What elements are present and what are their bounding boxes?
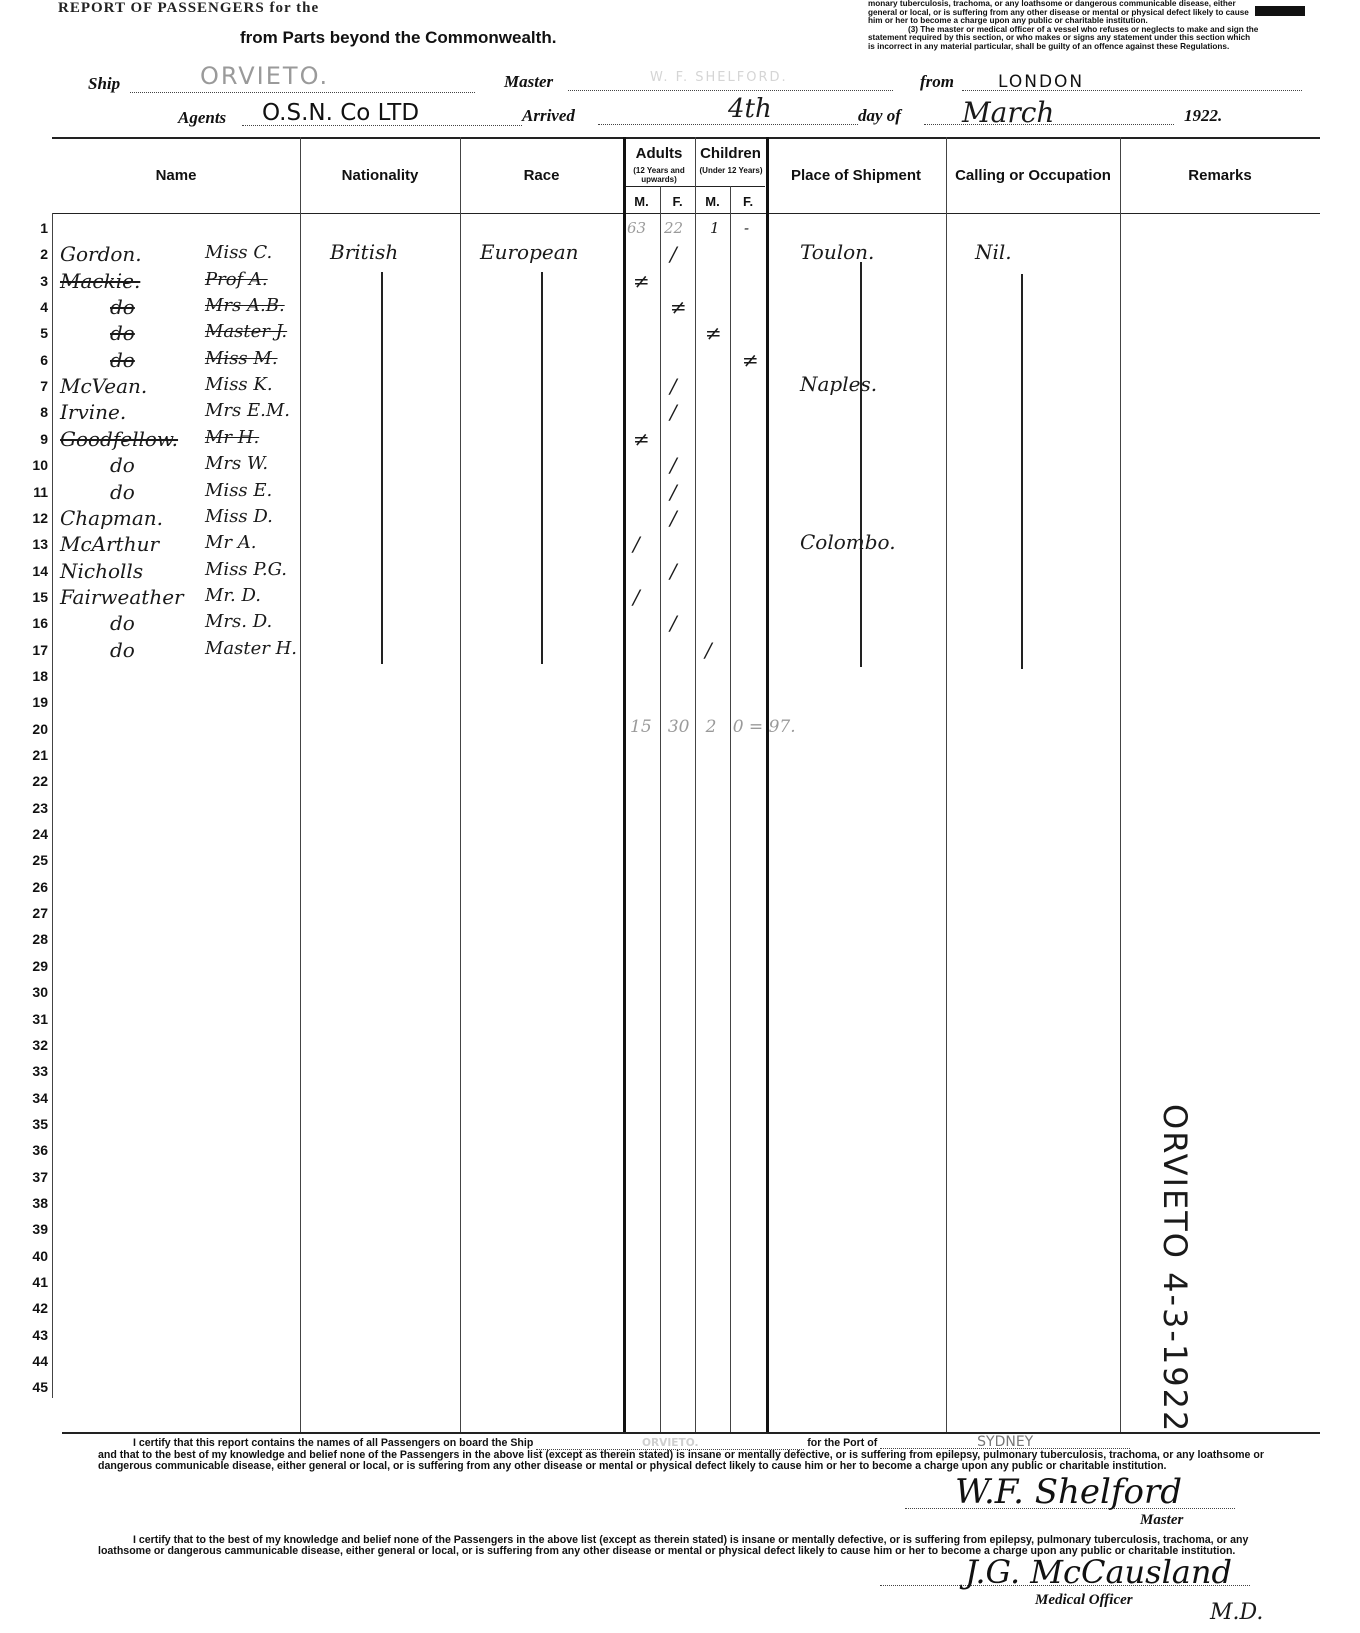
master-cert-text-3: and that to the best of my knowledge and belief none of the Passengers in the above list (except as therein stated) is insane or mentally defective, or is suffering from epilepsy, pulmonary tuberculosis, trachoma, or any loathsome or dangerous communicable disease, either general or local, or is suffering from any other disease or mental or physical defect likely to cause him or her to become a charge upon any public or charitable institution. [98, 1449, 1264, 1472]
row-number: 5 [40, 325, 48, 341]
row-number: 11 [33, 484, 48, 500]
tally-child-f: - [744, 219, 750, 237]
col-header-place: Place of Shipment [790, 167, 922, 184]
passenger-given-name: Mr A. [205, 532, 257, 553]
row-number: 15 [32, 589, 48, 605]
from-label: from [920, 72, 954, 91]
medical-signature: J.G. McCausland [965, 1553, 1232, 1591]
month-value: March [962, 96, 1055, 129]
passenger-given-name: Mrs. D. [205, 611, 273, 632]
passenger-surname: do [110, 480, 135, 504]
passenger-given-name: Mr. D. [205, 585, 262, 606]
passenger-given-name: Mrs A.B. [205, 295, 285, 316]
row-number: 10 [32, 457, 48, 473]
col-divider-race [623, 137, 626, 1433]
master-certification [98, 1434, 1268, 1472]
master-dotline [568, 90, 893, 91]
row-number: 43 [32, 1327, 48, 1343]
year-value: 1922. [1184, 106, 1223, 125]
row-number: 45 [32, 1379, 48, 1395]
ditto-line-place [860, 262, 862, 667]
passenger-surname: do [110, 321, 135, 345]
child-male-mark: ≠ [705, 321, 722, 345]
adult-female-mark: / [670, 506, 677, 530]
row-number: 1 [40, 220, 48, 236]
row-number: 30 [32, 984, 48, 1000]
arrived-dotline [598, 124, 858, 125]
place-of-shipment: Colombo. [800, 530, 896, 554]
row-number: 32 [32, 1037, 48, 1053]
row-number: 34 [32, 1090, 48, 1106]
medical-cert-text: I certify that to the best of my knowledge and belief none of the Passengers in the above list (except as therein stated) is insane or mentally defective, or is suffering from epilepsy, pulmonary tuberculosis, trachoma, or any loathsome or dangerous cammunicable disease, either general or local, or is suffering from any other disease or mental or physical defect likely to cause him or her to become a charge upon any public or charitable institution. [98, 1534, 1249, 1557]
col-divider-calling [1120, 137, 1121, 1433]
row-number: 38 [32, 1195, 48, 1211]
passenger-given-name: Miss P.G. [205, 559, 288, 580]
passenger-given-name: Miss K. [205, 374, 273, 395]
col-header-calling: Calling or Occupation [955, 167, 1111, 184]
col-divider-nationality [460, 137, 461, 1433]
master-signature: W.F. Shelford [955, 1472, 1182, 1512]
row-number: 17 [32, 642, 48, 658]
adult-male-mark: / [633, 585, 640, 609]
adult-female-mark: / [670, 611, 677, 635]
row-number: 6 [40, 352, 48, 368]
passenger-surname: Goodfellow. [60, 427, 179, 451]
col-divider-child-mf [730, 186, 731, 1433]
passenger-given-name: Master J. [205, 321, 288, 342]
row-number: 25 [32, 852, 48, 868]
row-number: 33 [32, 1063, 48, 1079]
row-number: 40 [32, 1248, 48, 1264]
col-header-child-m: M. [705, 194, 720, 209]
passenger-surname: do [110, 348, 135, 372]
passenger-given-name: Mrs E.M. [205, 400, 291, 421]
row-number: 12 [32, 510, 48, 526]
ship-value: ORVIETO. [200, 62, 330, 90]
master-cert-port: SYDNEY [880, 1437, 1130, 1449]
master-cert-text-2: for the Port of [807, 1437, 878, 1449]
passenger-surname: Gordon. [60, 242, 142, 266]
col-divider-adult-mf [660, 186, 661, 1433]
col-header-remarks: Remarks [1188, 167, 1252, 184]
race-value: European [480, 240, 579, 264]
row-number: 3 [40, 273, 48, 289]
child-male-mark: / [705, 638, 712, 662]
medical-suffix: M.D. [1210, 1600, 1264, 1625]
col-header-child-f: F. [742, 194, 754, 209]
adult-male-mark: ≠ [633, 427, 650, 451]
passenger-given-name: Miss D. [205, 506, 273, 527]
regulation-line: (3) The master or medical officer of a vessel who refuses or neglects to make and sign the [908, 25, 1259, 34]
row-number: 18 [32, 668, 48, 684]
col-header-nationality: Nationality [341, 167, 419, 184]
left-rule [52, 213, 53, 1398]
dayof-label: day of [858, 106, 901, 125]
regulation-line: him or her to become a charge upon any public or charitable institution. [868, 17, 1148, 26]
adult-female-mark: / [670, 242, 677, 266]
passenger-given-name: Miss C. [205, 242, 273, 263]
row-number: 44 [32, 1353, 48, 1369]
passenger-surname: do [110, 295, 135, 319]
table-top-rule [52, 137, 1320, 139]
table-bottom-rule [62, 1432, 1320, 1434]
col-divider-adults [695, 137, 696, 1433]
regulation-line: statement required by this section, or who makes or signs any statement under this section which [868, 34, 1251, 43]
header-bottom-rule [52, 213, 1320, 214]
row-number: 22 [32, 773, 48, 789]
passenger-surname: Chapman. [60, 506, 164, 530]
tally-adult-m: 63 [627, 219, 647, 237]
passenger-surname: McArthur [60, 532, 160, 556]
passenger-surname: do [110, 453, 135, 477]
row-number: 4 [40, 299, 48, 315]
nationality-value: British [330, 240, 399, 264]
passenger-surname: Mackie. [60, 269, 141, 293]
row-number: 35 [32, 1116, 48, 1132]
row-number: 23 [32, 800, 48, 816]
report-title: REPORT OF PASSENGERS for the [58, 0, 320, 16]
ditto-line-nationality [381, 272, 383, 664]
row-number: 42 [32, 1300, 48, 1316]
tally-adult-f: 22 [664, 219, 684, 237]
adult-female-mark: / [670, 453, 677, 477]
col-subheader-adults: (12 Years and upwards) [633, 166, 685, 184]
row-number: 16 [32, 615, 48, 631]
col-header-adults: Adults [635, 145, 683, 162]
passenger-surname: McVean. [60, 374, 148, 398]
medical-title: Medical Officer [1035, 1592, 1133, 1608]
child-female-mark: ≠ [742, 348, 759, 372]
row-number: 29 [32, 958, 48, 974]
row-number: 8 [40, 404, 48, 420]
passenger-given-name: Mr H. [205, 427, 260, 448]
passenger-given-name: Miss E. [205, 480, 273, 501]
row-number: 27 [32, 905, 48, 921]
col-header-name: Name [155, 167, 197, 184]
col-header-children: Children [700, 145, 761, 162]
passenger-surname: do [110, 638, 135, 662]
passenger-given-name: Miss M. [205, 348, 278, 369]
row-number: 41 [32, 1274, 48, 1290]
row-number: 19 [32, 694, 48, 710]
master-label: Master [504, 72, 554, 91]
adult-female-mark: / [670, 374, 677, 398]
col-header-race: Race [523, 167, 560, 184]
row-number: 31 [32, 1011, 48, 1027]
ditto-line-race [541, 272, 543, 664]
regulation-line: is incorrect in any material particular, shall be guilty of an offence against these Regulations. [868, 42, 1230, 51]
master-value: W. F. SHELFORD. [650, 70, 788, 85]
redaction-bar [1255, 6, 1305, 16]
passenger-surname: do [110, 611, 135, 635]
arrived-value: 4th [728, 94, 772, 124]
row-number: 28 [32, 931, 48, 947]
passenger-surname: Fairweather [60, 585, 184, 609]
agents-label: Agents [178, 108, 227, 127]
col-subheader-children: (Under 12 Years) [699, 166, 763, 175]
col-divider-name [300, 137, 301, 1433]
passenger-surname: Irvine. [60, 400, 127, 424]
place-of-shipment: Naples. [800, 372, 878, 396]
ship-dotline [130, 92, 475, 93]
agents-value: O.S.N. Co LTD [262, 100, 420, 126]
col-divider-place [946, 137, 947, 1433]
master-title: Master [1140, 1512, 1184, 1528]
row-number: 13 [32, 536, 48, 552]
row-number: 20 [32, 721, 48, 737]
passenger-surname: Nicholls [60, 559, 144, 583]
tally-child-m: 1 [710, 219, 720, 237]
adult-male-mark: ≠ [633, 269, 650, 293]
passenger-given-name: Master H. [205, 638, 298, 659]
ship-label: Ship [88, 74, 121, 93]
row-number: 7 [40, 378, 48, 394]
col-header-adult-m: M. [634, 194, 649, 209]
row-number: 2 [40, 246, 48, 262]
adult-male-mark: / [633, 532, 640, 556]
row-number: 21 [32, 747, 48, 763]
adult-female-mark: / [670, 400, 677, 424]
row-number: 14 [32, 563, 48, 579]
row-number: 26 [32, 879, 48, 895]
place-of-shipment: Toulon. [800, 240, 875, 264]
calling-value: Nil. [975, 240, 1012, 264]
from-value: LONDON [998, 72, 1085, 92]
remarks-stamp: ORVIETO 4-3-1922 [1156, 1104, 1194, 1434]
report-subtitle: from Parts beyond the Commonwealth. [240, 28, 557, 47]
col-header-adult-f: F. [672, 194, 683, 209]
col-divider-children [766, 137, 769, 1433]
row-number: 24 [32, 826, 48, 842]
arrived-label: Arrived [522, 106, 575, 125]
row-number: 37 [32, 1169, 48, 1185]
row-number: 9 [40, 431, 48, 447]
adult-female-mark: / [670, 480, 677, 504]
row-number: 39 [32, 1221, 48, 1237]
master-cert-text-1: I certify that this report contains the names of all Passengers on board the Ship [133, 1437, 534, 1449]
pencil-total: 15 30 2 0 = 97. [630, 717, 796, 737]
regulation-line: monary tuberculosis, trachoma, or any loathsome or dangerous communicable disease, either [868, 0, 1236, 8]
row-number: 36 [32, 1142, 48, 1158]
passenger-given-name: Prof A. [205, 269, 268, 290]
passenger-given-name: Mrs W. [205, 453, 269, 474]
adult-female-mark: ≠ [670, 295, 687, 319]
ditto-line-calling [1021, 274, 1023, 669]
adult-female-mark: / [670, 559, 677, 583]
regulation-line: general or local, or is suffering from any other disease or mental or physical defect likely to cause [868, 8, 1249, 17]
master-cert-ship: ORVIETO. [536, 1438, 804, 1450]
